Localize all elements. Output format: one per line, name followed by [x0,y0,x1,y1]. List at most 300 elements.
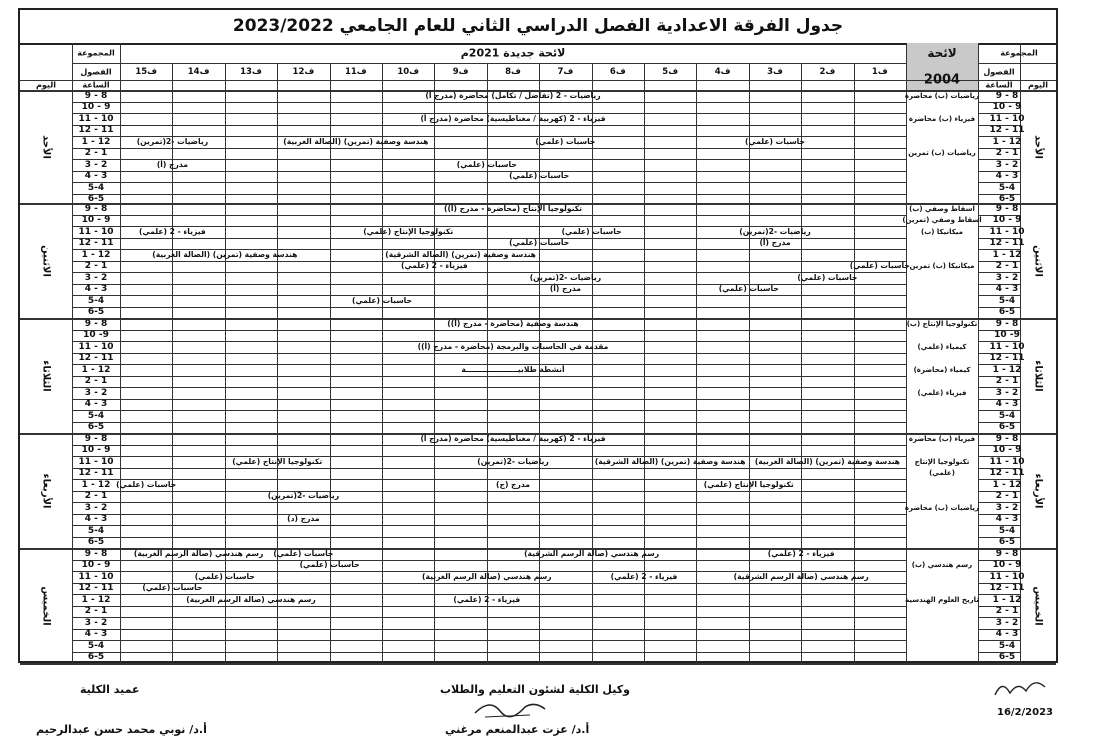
grid-line [434,63,435,90]
grid-line [434,90,435,203]
class-session: هندسة وصفية (تمرين) (الصالة الغربية) [152,249,298,259]
class-session: هندسة وصفية (تمرين) (الصالة الغربية) [283,136,429,146]
time-slot-left: 6-5 [87,194,105,205]
grid-line [487,203,488,318]
old-regulation-session: رياضيات (ب) تمرين [908,149,976,158]
time-slot-left: 4 - 3 [84,629,108,640]
grid-line [539,203,540,318]
grid-line [330,203,331,318]
time-slot-left: 4 - 3 [84,171,108,182]
section-header-11: ف11 [344,66,367,77]
time-slot-right: 10 - 9 [992,215,1022,226]
time-slot-left: 4 - 3 [84,399,108,410]
class-session: حاسبات (علمي) [718,284,779,294]
grid-line [72,560,906,561]
grid-line [644,433,645,548]
time-slot-right: 4 - 3 [995,171,1019,182]
old-regulation-session: فيزياء (ب) محاضرة [908,114,976,123]
grid-line [72,629,906,630]
vice-dean-title: وكيل الكلية لشئون التعليم والطلاب [440,683,630,696]
grid-line [696,90,697,203]
old-regulation-session: فيزياء (علمي) [917,388,967,397]
class-session: تكنولوجيا الإنتاج (علمي) [703,479,794,489]
grid-line [72,525,906,526]
class-session: مدرج (أ) [156,159,188,169]
time-slot-right: 10 - 9 [992,445,1022,456]
time-slot-right: 9 - 8 [995,548,1019,559]
day-label-left: اليوم [36,80,56,90]
grid-line [696,548,697,663]
time-slot-right: 4 - 3 [995,514,1019,525]
class-session: فيزياء - 2 (علمي) [401,261,468,271]
grid-line [539,63,540,90]
grid-line [225,433,226,548]
grid-line [801,433,802,548]
class-session: مقدمة في الحاسبات والبرمجة (محاضرة - مدرج (أ)) [417,341,609,351]
section-header-6: ف6 [609,66,626,77]
class-session: رياضيات -2(تمرين) [267,491,340,501]
time-slot-right: 2 - 1 [995,261,1019,272]
grid-line [72,468,906,469]
time-slot-left: 3 - 2 [84,617,108,628]
grid-line [854,63,855,90]
grid-line [72,399,906,400]
time-slot-left: 1 - 12 [81,479,111,490]
time-slot-left: 6-5 [87,652,105,663]
section-header-12: ف12 [292,66,315,77]
time-slot-left: 4 - 3 [84,284,108,295]
time-slot-right: 10 -9 [994,330,1020,341]
day-name-left: الخميس [40,585,52,626]
grid-line [72,307,906,308]
grid-line [644,90,645,203]
time-slot-left: 1 - 12 [81,594,111,605]
time-slot-right: 3 - 2 [995,387,1019,398]
time-slot-left: 5-4 [87,525,105,536]
time-slot-right: 6-5 [998,307,1016,318]
grid-line [539,548,540,663]
grid-line [172,318,173,433]
class-session: رياضيات - 2 (تفاضل / تكامل) محاضرة (مدرج أ) [425,90,601,100]
grid-line [644,63,645,90]
grid-line [487,63,488,90]
old-regulation-session: تكنولوجيا الإنتاج [914,457,970,466]
time-slot-right: 4 - 3 [995,284,1019,295]
grid-line [225,63,226,90]
class-session: أنشطة طلابيــــــــــــــــــــة [461,364,565,374]
day-name-right: الأربعاء [1032,473,1044,508]
vice-dean-signature [470,693,550,721]
class-session: حاسبات (علمي) [797,272,858,282]
class-session: تكنولوجيا الإنتاج (علمي) [232,456,323,466]
class-session: حاسبات (علمي) [142,583,203,593]
grid-line [20,80,1056,81]
grid-line [749,203,750,318]
time-slot-left: 6-5 [87,537,105,548]
time-slot-right: 9 - 8 [995,433,1019,444]
grid-line [225,548,226,663]
time-slot-left: 5-4 [87,640,105,651]
time-slot-right: 3 - 2 [995,159,1019,170]
class-session: رسم هندسي (صالة الرسم الغربية) [133,548,264,558]
class-session: رسم هندسي (صالة الرسم الغربية) [186,594,316,604]
time-slot-left: 3 - 2 [84,502,108,513]
time-slot-left: 1 - 12 [81,136,111,147]
signature-footer [0,663,1093,750]
grid-line [487,90,488,203]
time-slot-right: 3 - 2 [995,617,1019,628]
section-header-1: ف1 [871,66,888,77]
time-slot-right: 4 - 3 [995,629,1019,640]
grid-line [172,433,173,548]
time-slot-right: 6-5 [998,537,1016,548]
time-slot-left: 12 - 11 [78,583,114,594]
old-regulation-label: لائحة [927,46,957,60]
old-regulation-year: 2004 [923,72,961,88]
time-slot-right: 6-5 [998,194,1016,205]
time-slot-left: 12 - 11 [78,353,114,364]
section-header-15: ف15 [135,66,158,77]
time-slot-right: 5-4 [998,295,1016,306]
grid-line [749,548,750,663]
grid-line [382,433,383,548]
grid-line [487,548,488,663]
time-slot-left: 9 - 8 [84,90,108,101]
time-slot-right: 1 - 12 [992,136,1022,147]
time-slot-left: 10 -9 [83,330,109,341]
time-slot-left: 10 - 9 [81,560,111,571]
class-session: حاسبات (علمي) [456,159,517,169]
page-title: جدول الفرقة الاعدادية الفصل الدراسي الثاني للعام الجامعي 2023/2022 [20,10,1056,45]
grid-line [225,90,226,203]
day-name-right: الأحد [1032,134,1044,159]
time-slot-right: 11 - 10 [989,341,1025,352]
grid-line [801,63,802,90]
class-session: حاسبات (علمي) [273,548,334,558]
class-session: مدرج (أ) [759,238,791,248]
grid-line [72,63,906,64]
class-session: هندسة وصفية (تمرين) (الصالة الشرقية) [385,249,536,259]
time-slot-right: 2 - 1 [995,148,1019,159]
time-slot-left: 10 - 9 [81,102,111,113]
time-slot-right: 1 - 12 [992,249,1022,260]
grid-line [644,318,645,433]
class-session: مدرج (ج) [496,479,530,489]
grid-line [330,318,331,433]
sections-label-left: الفصول [80,67,112,77]
time-slot-left: 12 - 11 [78,468,114,479]
grid-line [277,203,278,318]
class-session: رياضيات -2(تمرين) [477,456,549,466]
grid-line [592,548,593,663]
grid-line [172,548,173,663]
grid-line [539,433,540,548]
class-session: هندسة وصفية (تمرين) (الصالة الشرقية) [594,456,746,466]
grid-line [854,433,855,548]
grid-line [487,433,488,548]
grid-line [72,148,906,149]
time-slot-right: 11 - 10 [989,571,1025,582]
time-slot-left: 3 - 2 [84,387,108,398]
time-slot-right: 5-4 [998,640,1016,651]
time-slot-right: 3 - 2 [995,272,1019,283]
time-slot-left: 11 - 10 [78,571,114,582]
grid-line [72,353,906,354]
old-regulation-session: ميكانيكا (ب) [921,227,963,236]
dean-name: أ.د/ نوبي محمد حسن عبدالرحيم [36,723,207,736]
grid-line [434,548,435,663]
class-session: حاسبات (علمي) [194,571,255,581]
section-header-3: ف3 [767,66,783,77]
grid-line [592,63,593,90]
time-slot-left: 10 - 9 [81,445,111,456]
grid-line [172,63,173,90]
day-name-left: الأربعاء [40,473,52,508]
old-regulation-session: (علمي) [929,469,955,478]
class-session: مدرج (د) [287,514,320,524]
grid-line [801,203,802,318]
grid-line [592,318,593,433]
class-session: فيزياء - 2 (علمي) [453,594,521,604]
grid-line [277,63,278,90]
time-slot-left: 12 - 11 [78,238,114,249]
old-regulation-session: رياضيات (ب) محاضرة [904,91,980,100]
day-name-right: الاثنين [1032,244,1044,277]
grid-line [592,203,593,318]
grid-line [696,433,697,548]
grid-line [72,491,906,492]
time-slot-left: 5-4 [87,295,105,306]
grid-line [72,640,906,641]
hour-label-right: الساعة [985,80,1013,90]
grid-line [72,125,906,126]
grid-line [487,318,488,433]
time-slot-left: 11 - 10 [78,113,114,124]
grid-line [749,63,750,90]
sections-label-right: الفصول [983,67,1015,77]
grid-line [330,63,331,90]
section-header-10: ف10 [397,66,420,77]
grid-line [382,318,383,433]
group-label-right: المجموعة [1000,48,1038,58]
day-name-right: الخميس [1032,585,1044,626]
time-slot-right: 11 - 10 [989,456,1025,467]
grid-line [854,548,855,663]
class-session: مدرج (أ) [549,284,581,294]
time-slot-left: 2 - 1 [84,491,108,502]
time-slot-right: 3 - 2 [995,502,1019,513]
time-slot-left: 2 - 1 [84,148,108,159]
grid-line [72,514,906,515]
day-name-left: الأحد [40,134,52,159]
time-slot-right: 6-5 [998,422,1016,433]
time-slot-right: 12 - 11 [989,238,1025,249]
date-signature [990,673,1050,703]
grid-line [978,63,1056,64]
grid-line [854,318,855,433]
grid-line [277,548,278,663]
grid-line [72,537,906,538]
grid-line [72,652,906,653]
time-slot-right: 2 - 1 [995,606,1019,617]
time-slot-right: 12 - 11 [989,125,1025,136]
time-slot-right: 9 - 8 [995,203,1019,214]
class-session: حاسبات (علمي) [351,295,413,305]
old-regulation-session: تاريخ العلوم الهندسية [905,595,979,604]
schedule-sheet [18,8,1058,663]
grid-line [434,318,435,433]
time-slot-right: 11 - 10 [989,113,1025,124]
class-session: حاسبات (علمي) [509,238,570,248]
class-session: حاسبات (علمي) [535,136,596,146]
grid-line [382,63,383,90]
hour-label-left: الساعة [82,80,110,90]
time-slot-left: 9 - 8 [84,433,108,444]
time-slot-left: 9 - 8 [84,203,108,214]
class-session: فيزياء - 2 (علمي) [610,571,678,581]
time-slot-right: 9 - 8 [995,318,1019,329]
old-regulation-session: رياضيات (ب) محاضرة [904,503,980,512]
old-regulation-session: كيمياء (علمي) [917,342,967,351]
class-session: رياضيات -2(تمرين) [136,136,209,146]
class-session: حاسبات (علمي) [561,226,622,236]
vice-dean-name: أ.د/ عزت عبدالمنعم مرغني [445,723,590,736]
grid-line [72,617,906,618]
grid-line [696,318,697,433]
class-session: حاسبات (علمي) [299,560,360,570]
class-session: رياضيات -2(تمرين) [529,272,602,282]
grid-line [749,433,750,548]
section-header-5: ف5 [662,66,679,77]
class-session: فيزياء - 2 (علمي) [767,548,835,558]
section-header-7: ف7 [557,66,574,77]
grid-line [72,295,906,296]
grid-line [72,215,906,216]
time-slot-left: 9 - 8 [84,318,108,329]
old-regulation-session: اسقاط وصفي (ب) [909,204,975,213]
day-label-right: اليوم [1028,80,1048,90]
grid-line [72,194,906,195]
time-slot-right: 2 - 1 [995,491,1019,502]
class-session: حاسبات (علمي) [509,171,570,181]
time-slot-right: 12 - 11 [989,353,1025,364]
time-slot-right: 1 - 12 [992,479,1022,490]
old-regulation-session: فيزياء (ب) محاضرة [908,434,976,443]
grid-line [277,90,278,203]
grid-line [72,284,906,285]
time-slot-left: 2 - 1 [84,606,108,617]
time-slot-right: 6-5 [998,652,1016,663]
time-slot-left: 3 - 2 [84,272,108,283]
time-slot-left: 11 - 10 [78,226,114,237]
time-slot-left: 5-4 [87,182,105,193]
section-header-13: ف13 [240,66,262,77]
grid-line [434,433,435,548]
grid-line [801,548,802,663]
old-regulation-session: رسم هندسي (ب) [911,561,973,570]
grid-line [801,318,802,433]
grid-line [277,318,278,433]
time-slot-right: 5-4 [998,525,1016,536]
grid-line [172,203,173,318]
grid-line [644,203,645,318]
class-session: تكنولوجيا الإنتاج (محاضرة - مدرج (أ)) [443,203,583,213]
grid-line [592,433,593,548]
grid-line [72,410,906,411]
old-regulation-session: كيمياء (محاضرة) [913,365,971,374]
time-slot-right: 9 - 8 [995,90,1019,101]
time-slot-left: 2 - 1 [84,261,108,272]
class-session: فيزياء - 2 (كهربية / مغناطيسية) محاضرة (مدرج أ) [420,113,606,123]
time-slot-left: 5-4 [87,410,105,421]
time-slot-left: 2 - 1 [84,376,108,387]
grid-line [72,272,906,273]
grid-line [906,43,907,663]
section-header-2: ف2 [819,66,836,77]
old-regulation-session: تكنولوجيا الإنتاج (ب) [906,319,978,328]
time-slot-left: 6-5 [87,307,105,318]
class-session: فيزياء - 2 (كهربية / مغناطيسية) محاضرة (مدرج أ) [420,433,606,443]
class-session: تكنولوجيا الإنتاج (علمي) [363,226,454,236]
time-slot-left: 1 - 12 [81,364,111,375]
day-name-right: الثلاثاء [1032,359,1044,392]
class-session: فيزياء - 2 (علمي) [139,226,206,236]
time-slot-right: 10 - 9 [992,560,1022,571]
grid-line [644,548,645,663]
time-slot-left: 6-5 [87,422,105,433]
grid-line [225,203,226,318]
time-slot-right: 2 - 1 [995,376,1019,387]
grid-line [382,548,383,663]
section-header-9: ف9 [452,66,469,77]
time-slot-right: 10 - 9 [992,102,1022,113]
old-regulation-session: اسقاط وصفي (تمرين) [902,216,982,225]
grid-line [539,318,540,433]
time-slot-left: 12 - 11 [78,125,114,136]
class-session: حاسبات (علمي) [116,479,177,489]
class-session: رسم هندسي (صالة الرسم الشرقية) [733,571,869,581]
time-slot-right: 4 - 3 [995,399,1019,410]
section-header-8: ف8 [505,66,521,77]
grid-line [72,502,906,503]
time-slot-right: 1 - 12 [992,594,1022,605]
grid-line [696,63,697,90]
grid-line [72,387,906,388]
section-header-4: ف4 [714,66,731,77]
class-session: حاسبات (علمي) [744,136,806,146]
class-session: حاسبات (علمي) [849,261,910,271]
time-slot-left: 11 - 10 [78,456,114,467]
grid-line [854,90,855,203]
time-slot-left: 9 - 8 [84,548,108,559]
new-regulation-label: لائحة جديدة 2021م [460,46,566,60]
time-slot-left: 1 - 12 [81,249,111,260]
time-slot-left: 3 - 2 [84,159,108,170]
grid-line [696,203,697,318]
grid-line [72,376,906,377]
time-slot-right: 5-4 [998,410,1016,421]
grid-line [72,606,906,607]
grid-line [72,261,906,262]
class-session: رسم هندسي (صالة الرسم الغربية) [422,571,552,581]
grid-line [749,318,750,433]
time-slot-right: 5-4 [998,182,1016,193]
grid-line [72,171,906,172]
group-label-left: المجموعة [77,48,115,58]
class-session: رسم هندسي (صالة الرسم الشرقية) [524,548,660,558]
date: 16/2/2023 [997,707,1054,718]
dean-title: عميد الكلية [80,683,140,696]
